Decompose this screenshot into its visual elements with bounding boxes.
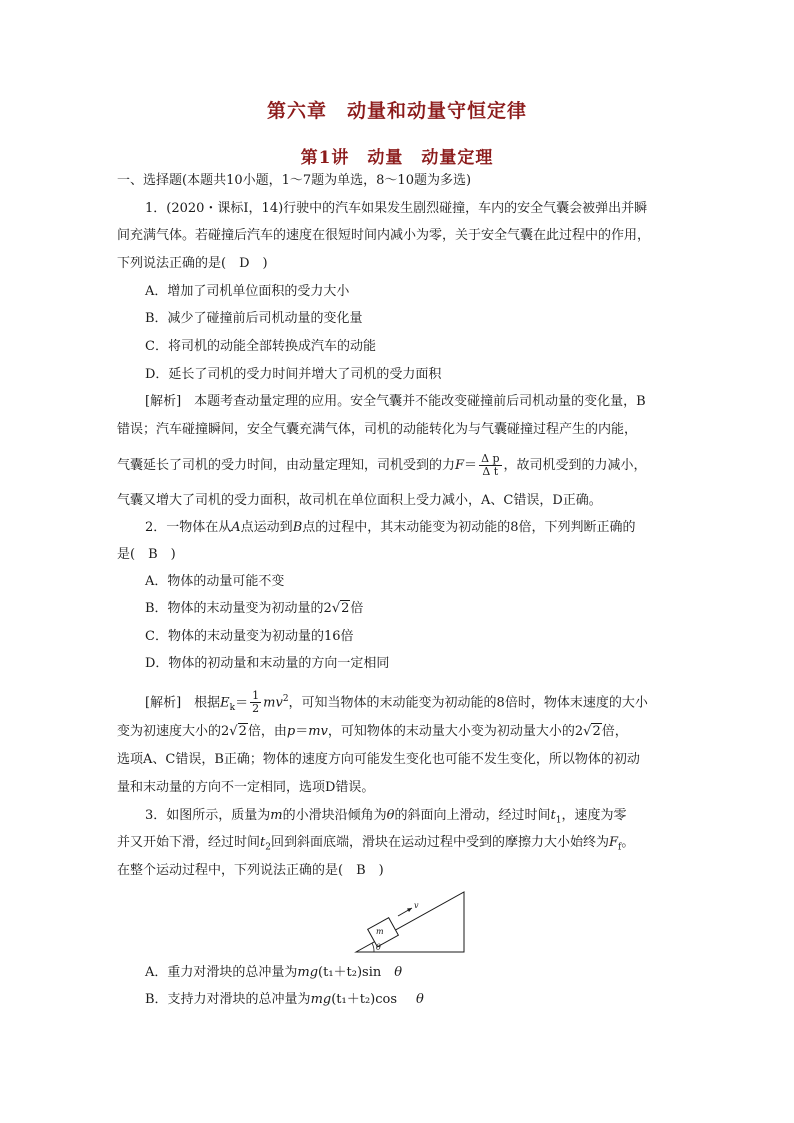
q2-analysis-line-4: 量和末动量的方向不一定相同，选项D错误。 — [117, 780, 375, 795]
q2-option-b: B．物体的末动量变为初动量的2√2倍 — [145, 601, 364, 616]
incline-figure — [352, 888, 467, 956]
angle-arc — [372, 943, 374, 952]
q3-stem-line-2: 并又开始下滑，经过时间$t_2$回到斜面底端，滑块在运动过程中受到的摩擦力大小始终为$F_f$。 — [117, 835, 635, 853]
delta-p-over-delta-t: $\frac{\text{Δ p}}{\text{Δ t}}$ — [481, 452, 500, 478]
q1-analysis-line-2: 错误；汽车碰撞瞬间，安全气囊充满气体，司机的动能转化为与气囊碰撞过程产生的内能， — [117, 422, 638, 437]
q1-analysis-line-4: 气囊又增大了司机的受力面积，故司机在单位面积上受力减小，A、C错误，D正确。 — [117, 493, 602, 508]
q1-option-d: D．延长了司机的受力时间并增大了司机的受力面积 — [145, 367, 442, 382]
q3-option-b: B．支持力对滑块的总冲量为mg(t₁＋t₂)cos θ — [145, 992, 424, 1007]
q3-stem-line-3: 在整个运动过程中，下列说法正确的是( B ) — [117, 863, 384, 878]
q2-option-d: D．物体的初动量和末动量的方向一定相同 — [145, 656, 390, 671]
q2-stem-line-1: 2．一物体在从A点运动到B点的过程中，其末动能变为初动能的8倍，下列判断正确的 — [145, 520, 636, 535]
block-mass-label: m — [376, 927, 384, 936]
q2-option-a: A．物体的动量可能不变 — [145, 574, 285, 589]
lecture-title: 第1讲 动量 动量定理 — [300, 148, 494, 168]
q1-option-a: A．增加了司机单位面积的受力大小 — [145, 284, 350, 299]
q1-stem-line-3: 下列说法正确的是( D ) — [117, 256, 268, 271]
q1-analysis-line-3: 气囊延长了司机的受力时间，由动量定理知，司机受到的力F＝ $\frac{\text{Δ p}}{\text{Δ t}}$ ，故司机受到的力减小， — [117, 452, 647, 478]
q1-stem-line-2: 间充满气体。若碰撞后汽车的速度在很短时间内减小为零，关于安全气囊在此过程中的作用， — [117, 228, 651, 243]
velocity-label: v — [414, 901, 419, 910]
q1-stem-line-1: 1．(2020・课标Ⅰ，14)行驶中的汽车如果发生剧烈碰撞，车内的安全气囊会被弹出并瞬 — [145, 201, 648, 216]
q2-stem-line-2: 是( B ) — [117, 547, 176, 562]
q1-analysis-line-1: [解析] 本题考查动量定理的应用。安全气囊并不能改变碰撞前后司机动量的变化量，B — [145, 394, 646, 409]
angle-label: θ — [376, 943, 381, 952]
chapter-title: 第六章 动量和动量守恒定律 — [266, 100, 527, 122]
q3-stem-line-1: 3．如图所示，质量为m的小滑块沿倾角为θ的斜面向上滑动，经过时间$t_1$，速度为零 — [145, 808, 627, 826]
q3-option-a: A．重力对滑块的总冲量为mg(t₁＋t₂)sin θ — [145, 965, 403, 980]
q2-option-c: C．物体的末动量变为初动量的16倍 — [145, 629, 354, 644]
q1-option-b: B．减少了碰撞前后司机动量的变化量 — [145, 311, 363, 326]
q2-analysis-line-3: 选项A、C错误，B正确；物体的速度方向可能发生变化也可能不发生变化，所以物体的初动 — [117, 752, 640, 767]
section-header: 一、选择题(本题共10小题，1～7题为单选，8～10题为多选) — [117, 173, 472, 188]
q2-analysis-line-1: [解析] 根据$E_k=$ $\frac{1}{2}$ $mv^2$，可知当物体的末动能变为初动能的8倍时，物体末速度的大小 — [145, 689, 648, 716]
one-half-fraction: $\frac{1}{2}$ — [252, 689, 260, 716]
q2-analysis-line-2: 变为初速度大小的2√2倍，由p＝mv，可知物体的末动量大小变为初动量大小的2√2倍， — [117, 724, 628, 739]
sqrt-symbol: √2 — [331, 601, 350, 616]
q1-option-c: C．将司机的动能全部转换成汽车的动能 — [145, 339, 376, 354]
